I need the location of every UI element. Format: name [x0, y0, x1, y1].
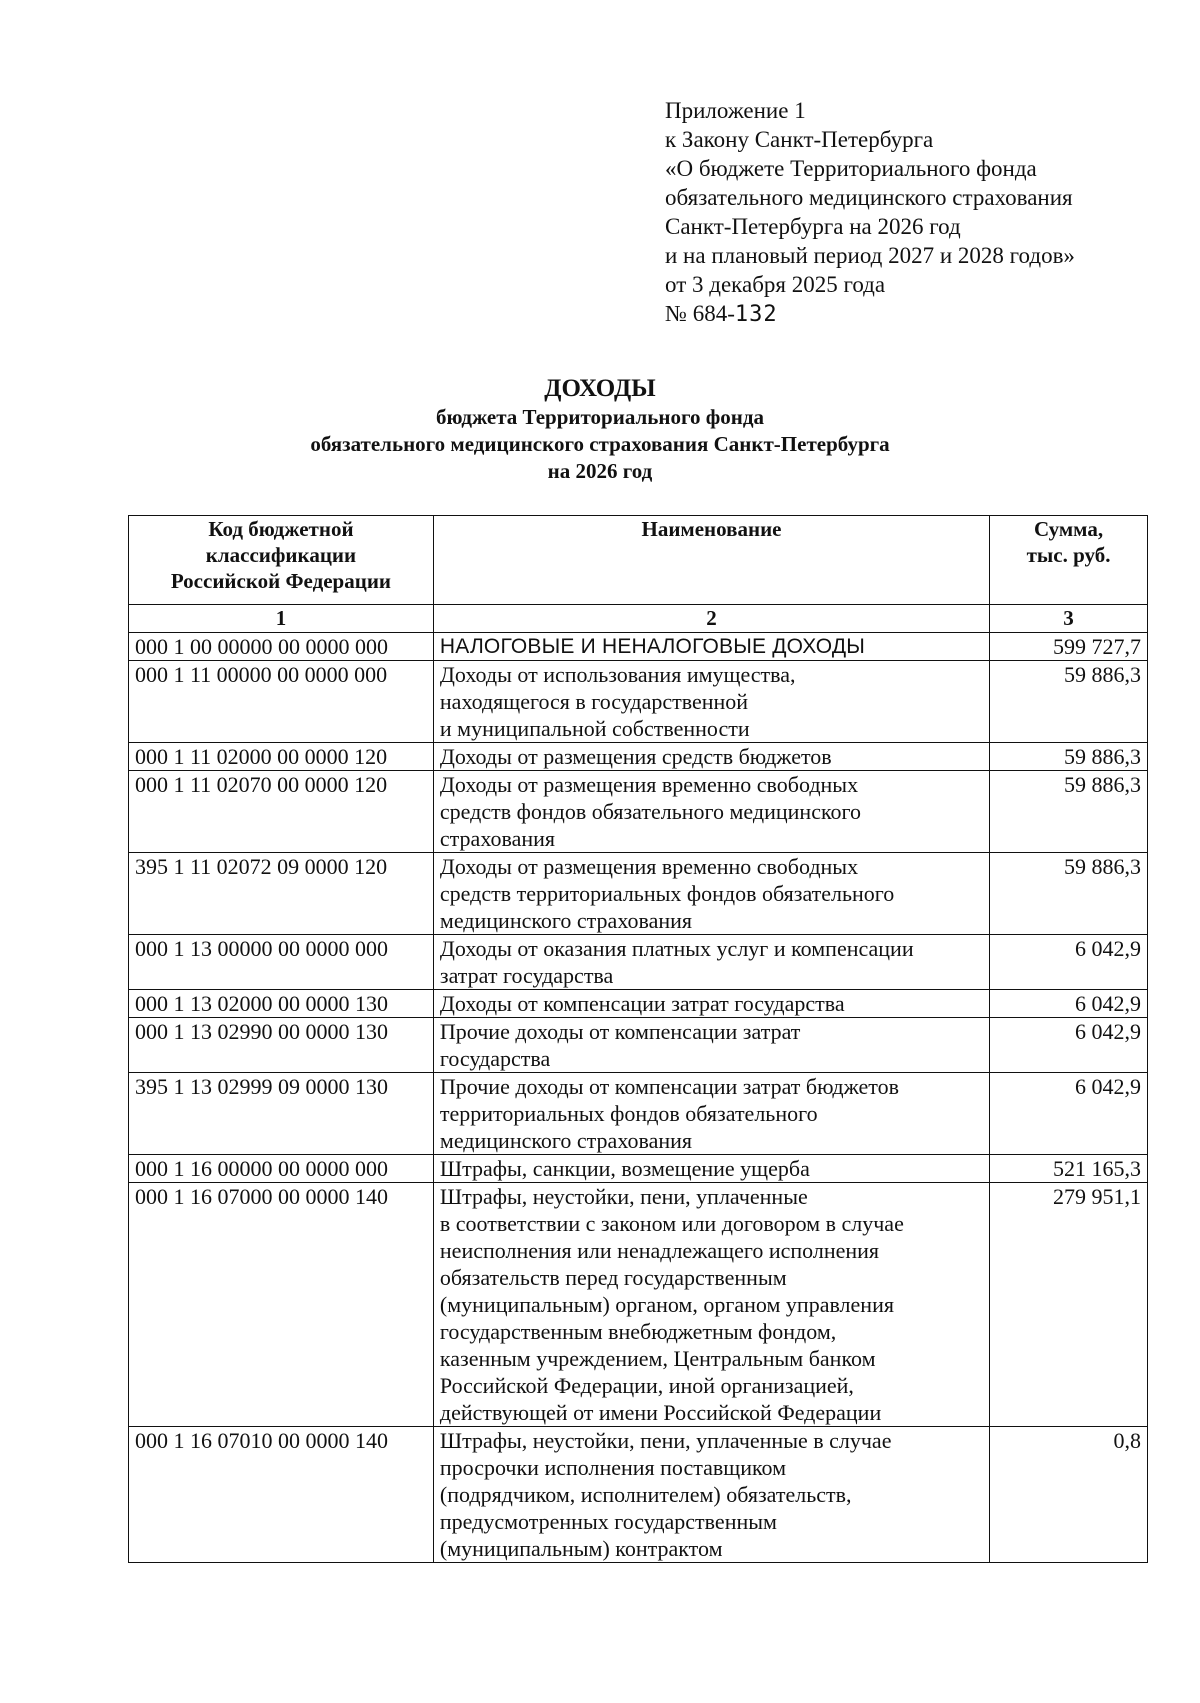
income-name-line: средств территориальных фондов обязательного [439, 881, 895, 906]
income-sum: 59 886,3 [990, 743, 1148, 771]
income-name [433, 935, 989, 990]
budget-code: 000 1 11 00000 00 0000 000 [129, 661, 434, 743]
appendix-line: «О бюджете Территориального фонда [665, 156, 1037, 181]
column-number: 2 [433, 605, 989, 633]
income-name-line: и муниципальной собственности [439, 716, 750, 741]
income-sum: 6 042,9 [990, 990, 1148, 1018]
income-sum: 6 042,9 [990, 1073, 1148, 1155]
budget-code: 000 1 11 02070 00 0000 120 [129, 771, 434, 853]
law-number-prefix: № 684- [665, 301, 735, 326]
income-name [433, 633, 989, 661]
income-name [433, 743, 989, 771]
table-row [129, 853, 1148, 935]
income-name-line: НАЛОГОВЫЕ И НЕНАЛОГОВЫЕ ДОХОДЫ [439, 635, 866, 658]
income-name-line: Доходы от размещения средств бюджетов [439, 744, 832, 769]
table-row [129, 1427, 1148, 1563]
income-name [433, 661, 989, 743]
income-name-line: находящегося в государственной [439, 689, 749, 714]
income-sum: 279 951,1 [990, 1183, 1148, 1427]
table-row [129, 990, 1148, 1018]
income-name [433, 1183, 989, 1427]
budget-code: 000 1 16 07010 00 0000 140 [129, 1427, 434, 1563]
income-name-line: государственным внебюджетным фондом, [439, 1319, 837, 1344]
income-name-line: Доходы от размещения временно свободных [439, 772, 859, 797]
appendix-line: Приложение 1 [665, 98, 806, 123]
income-name-line: в соответствии с законом или договором в случае [439, 1211, 904, 1236]
table-row [129, 1155, 1148, 1183]
header-sum-line: тыс. руб. [1026, 543, 1111, 567]
appendix-line: Санкт-Петербурга на 2026 год [665, 214, 961, 239]
table-row [129, 1073, 1148, 1155]
income-name-line: Штрафы, неустойки, пени, уплаченные [439, 1184, 808, 1209]
table-row [129, 1183, 1148, 1427]
income-sum: 521 165,3 [990, 1155, 1148, 1183]
column-number: 1 [129, 605, 434, 633]
title-line: бюджета Территориального фонда [435, 405, 765, 429]
income-name-line: предусмотренных государственным [439, 1509, 777, 1534]
income-name [433, 1427, 989, 1563]
table-row [129, 633, 1148, 661]
income-sum: 6 042,9 [990, 935, 1148, 990]
budget-code: 000 1 11 02000 00 0000 120 [129, 743, 434, 771]
income-name-line: обязательств перед государственным [439, 1265, 787, 1290]
header-code-line: Код бюджетной [208, 517, 354, 541]
income-name-line: средств фондов обязательного медицинского [439, 799, 861, 824]
budget-code: 000 1 13 00000 00 0000 000 [129, 935, 434, 990]
income-name-line: (муниципальным) органом, органом управления [439, 1292, 894, 1317]
budget-code: 395 1 11 02072 09 0000 120 [129, 853, 434, 935]
table-row [129, 743, 1148, 771]
income-name-line: Прочие доходы от компенсации затрат [439, 1019, 801, 1044]
income-sum: 59 886,3 [990, 771, 1148, 853]
income-name [433, 1073, 989, 1155]
income-name-line: территориальных фондов обязательного [439, 1101, 818, 1126]
income-name-line: просрочки исполнения поставщиком [439, 1455, 787, 1480]
income-sum: 599 727,7 [990, 633, 1148, 661]
income-name-line: Штрафы, неустойки, пени, уплаченные в случае [439, 1428, 892, 1453]
table-header-row [129, 516, 1148, 605]
income-name-line: медицинского страхования [439, 1128, 693, 1153]
income-name-line: медицинского страхования [439, 908, 693, 933]
budget-code: 000 1 13 02990 00 0000 130 [129, 1018, 434, 1073]
header-sum [990, 516, 1148, 605]
title-line: на 2026 год [547, 459, 653, 483]
header-name: Наименование [433, 516, 989, 605]
budget-code: 395 1 13 02999 09 0000 130 [129, 1073, 434, 1155]
income-name-line: действующей от имени Российской Федерации [439, 1400, 882, 1425]
column-number-row [129, 605, 1148, 633]
law-number [665, 299, 1075, 329]
table-row [129, 661, 1148, 743]
income-name [433, 1018, 989, 1073]
budget-code: 000 1 13 02000 00 0000 130 [129, 990, 434, 1018]
header-code [129, 516, 434, 605]
table-row [129, 771, 1148, 853]
income-name-line: затрат государства [439, 963, 614, 988]
table-row [129, 935, 1148, 990]
header-sum-line: Сумма, [1034, 517, 1104, 541]
income-name-line: Штрафы, санкции, возмещение ущерба [439, 1156, 810, 1181]
income-sum: 59 886,3 [990, 853, 1148, 935]
document-title [0, 373, 1200, 485]
income-name-line: (подрядчиком, исполнителем) обязательств, [439, 1482, 852, 1507]
income-sum: 59 886,3 [990, 661, 1148, 743]
appendix-line: и на плановый период 2027 и 2028 годов» [665, 243, 1075, 268]
income-name-line: Доходы от размещения временно свободных [439, 854, 859, 879]
income-name-line: страхования [439, 826, 556, 851]
appendix-line: к Закону Санкт-Петербурга [665, 127, 934, 152]
income-name [433, 1155, 989, 1183]
budget-code: 000 1 16 00000 00 0000 000 [129, 1155, 434, 1183]
appendix-line: от 3 декабря 2025 года [665, 272, 886, 297]
title-main: ДОХОДЫ [544, 375, 656, 402]
appendix-line: обязательного медицинского страхования [665, 185, 1073, 210]
column-number: 3 [990, 605, 1148, 633]
appendix-header [665, 96, 1075, 329]
header-code-line: классификации [205, 543, 357, 567]
income-name-line: Доходы от компенсации затрат государства [439, 991, 845, 1016]
income-name-line: Российской Федерации, иной организацией, [439, 1373, 854, 1398]
income-name-line: неисполнения или ненадлежащего исполнения [439, 1238, 880, 1263]
income-name-line: (муниципальным) контрактом [439, 1536, 723, 1561]
header-code-line: Российской Федерации [170, 569, 392, 593]
income-table [128, 515, 1148, 1563]
income-name-line: Доходы от оказания платных услуг и компенсации [439, 936, 914, 961]
budget-code: 000 1 00 00000 00 0000 000 [129, 633, 434, 661]
income-name-line: Прочие доходы от компенсации затрат бюджетов [439, 1074, 899, 1099]
budget-code: 000 1 16 07000 00 0000 140 [129, 1183, 434, 1427]
income-name [433, 853, 989, 935]
income-sum: 6 042,9 [990, 1018, 1148, 1073]
table-row [129, 1018, 1148, 1073]
income-name [433, 771, 989, 853]
income-name [433, 990, 989, 1018]
income-name-line: Доходы от использования имущества, [439, 662, 796, 687]
title-line: обязательного медицинского страхования Санкт-Петербурга [310, 432, 890, 456]
income-name-line: государства [439, 1046, 551, 1071]
income-name-line: казенным учреждением, Центральным банком [439, 1346, 876, 1371]
law-number-handwritten: 132 [734, 302, 778, 327]
income-sum: 0,8 [990, 1427, 1148, 1563]
